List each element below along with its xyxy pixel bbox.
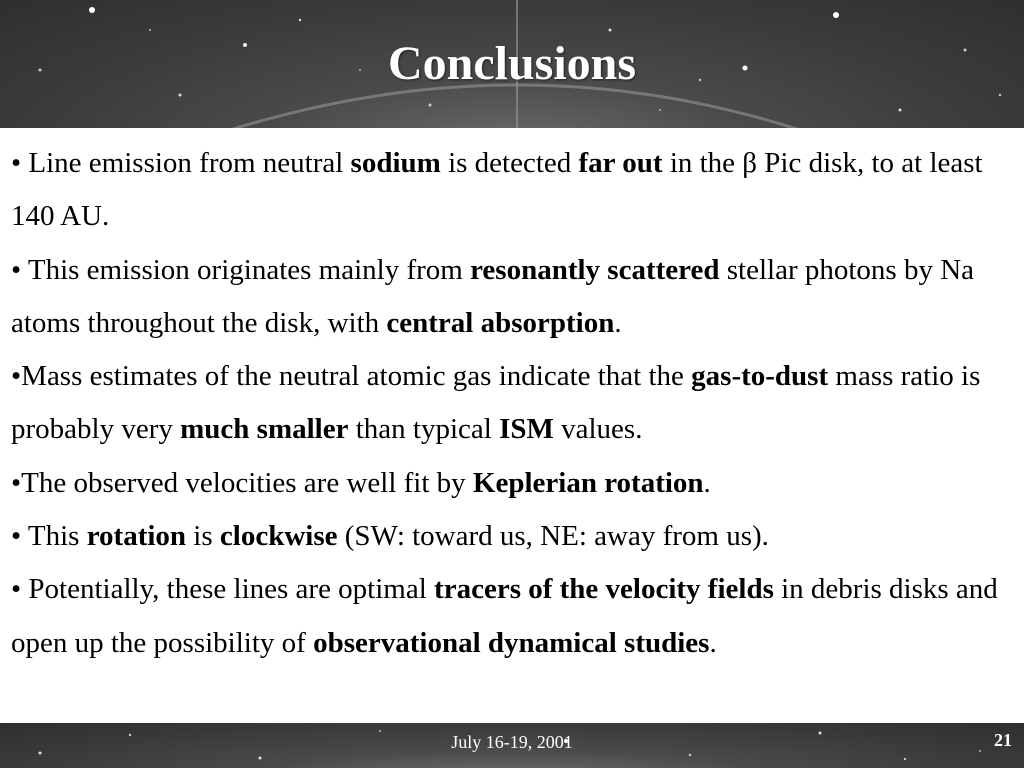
- bullet-text: in the β Pic disk, to at least 140 AU.: [11, 147, 983, 233]
- bullet-text: • Potentially, these lines are optimal: [11, 573, 435, 606]
- bullet-text: (SW: toward us, NE: away from us).: [337, 520, 769, 553]
- bullet-text: • Line emission from neutral: [11, 147, 351, 179]
- bullet-emphasis: resonantly scattered: [470, 253, 720, 286]
- bullet-text: • This emission originates mainly from: [11, 253, 471, 286]
- bullet-emphasis: much smaller: [180, 413, 349, 446]
- bullet-emphasis: observational dynamical studies: [313, 626, 710, 659]
- bullet-text: .: [709, 626, 717, 659]
- slide-title: Conclusions: [387, 37, 637, 90]
- bullet-item: [11, 244, 1001, 351]
- bullet-text: mass ratio is probably very: [11, 360, 981, 446]
- bullet-item: [11, 457, 1001, 510]
- page-number: 21: [994, 730, 1012, 750]
- bullet-text: .: [614, 306, 622, 339]
- bullet-text: •Mass estimates of the neutral atomic gas indicate that the: [11, 360, 692, 393]
- bullet-text: • This: [11, 520, 87, 553]
- bullet-item: [11, 137, 1001, 244]
- bullet-item: [11, 350, 1001, 457]
- bullet-emphasis: Keplerian rotation: [472, 466, 704, 499]
- bullet-text: •The observed velocities are well fit by: [11, 466, 473, 499]
- bullet-emphasis: rotation: [86, 520, 187, 553]
- bullet-emphasis: far out: [578, 147, 663, 179]
- bullet-list: [11, 137, 1001, 670]
- bullet-emphasis: gas-to-dust: [691, 360, 829, 393]
- footer-band: [0, 723, 1024, 768]
- bullet-text: stellar photons by Na atoms throughout the disk, with: [11, 253, 975, 339]
- bullet-text: is: [186, 520, 220, 553]
- header-band: [0, 0, 1024, 128]
- footer-date: July 16-19, 2001: [451, 732, 573, 752]
- bullet-item: [11, 510, 1001, 563]
- bullet-text: .: [703, 466, 711, 499]
- bullet-text: is detected: [440, 147, 579, 179]
- bullet-emphasis: tracers of the velocity fields: [434, 573, 774, 606]
- bullet-emphasis: central absorption: [386, 306, 615, 339]
- bullet-emphasis: clockwise: [219, 520, 338, 553]
- bullet-emphasis: sodium: [350, 147, 441, 179]
- bullet-item: [11, 563, 1001, 670]
- bullet-emphasis: ISM: [499, 413, 554, 446]
- bullet-text: than typical: [348, 413, 500, 446]
- bullet-text: values.: [553, 413, 643, 446]
- bullet-text: in debris disks and open up the possibility of: [11, 573, 998, 659]
